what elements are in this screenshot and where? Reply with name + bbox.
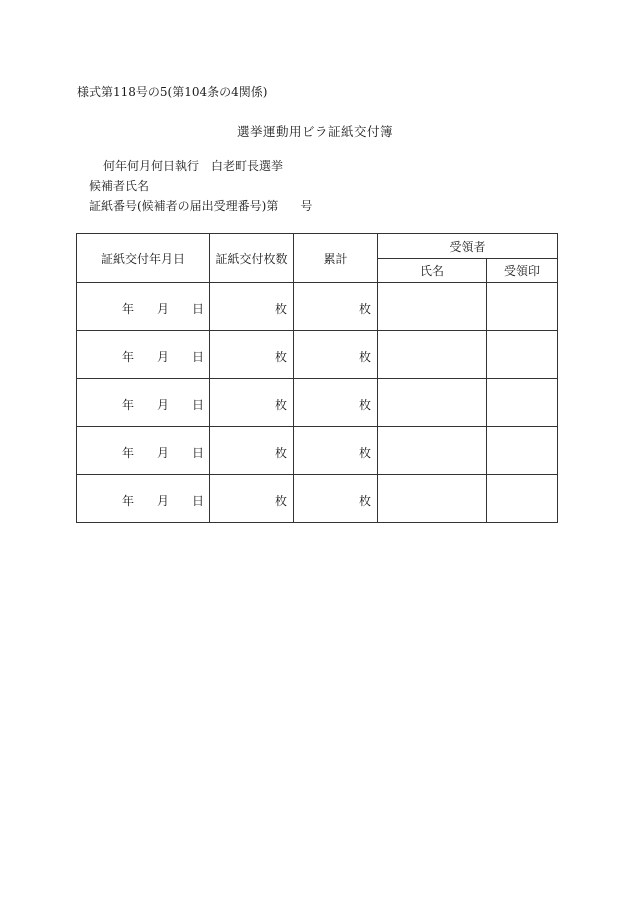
header-cumulative-total: 累計 xyxy=(294,234,378,283)
sheet-unit: 枚 xyxy=(274,350,287,364)
cumulative-total-cell[interactable] xyxy=(294,283,378,331)
issue-count-cell[interactable] xyxy=(210,379,294,427)
header-recipient-name: 氏名 xyxy=(378,259,487,283)
election-date-text: 何年何月何日執行 xyxy=(103,159,200,173)
month-unit: 月 xyxy=(157,350,170,364)
day-unit: 日 xyxy=(192,350,205,364)
sheet-unit: 枚 xyxy=(274,494,287,508)
issue-date-cell[interactable] xyxy=(77,331,210,379)
election-line xyxy=(103,159,283,173)
sheet-unit: 枚 xyxy=(358,446,371,460)
issue-count-cell[interactable] xyxy=(210,427,294,475)
table-row xyxy=(77,331,558,379)
cumulative-total-cell[interactable] xyxy=(294,427,378,475)
year-unit: 年 xyxy=(122,398,135,412)
sheet-unit: 枚 xyxy=(358,494,371,508)
header-recipient-seal: 受領印 xyxy=(487,259,558,283)
issue-count-cell[interactable] xyxy=(210,475,294,523)
table-row xyxy=(77,475,558,523)
issue-date-cell[interactable] xyxy=(77,475,210,523)
recipient-name-cell[interactable] xyxy=(378,331,487,379)
cumulative-total-cell[interactable] xyxy=(294,331,378,379)
recipient-name-cell[interactable] xyxy=(378,427,487,475)
year-unit: 年 xyxy=(122,350,135,364)
issue-count-cell[interactable] xyxy=(210,283,294,331)
stamp-number-line xyxy=(89,199,312,213)
day-unit: 日 xyxy=(192,302,205,316)
ledger-body xyxy=(77,283,558,523)
cumulative-total-cell[interactable] xyxy=(294,475,378,523)
sheet-unit: 枚 xyxy=(358,350,371,364)
recipient-seal-cell[interactable] xyxy=(487,427,558,475)
recipient-name-cell[interactable] xyxy=(378,283,487,331)
issue-count-cell[interactable] xyxy=(210,331,294,379)
stamp-number-label: 証紙番号(候補者の届出受理番号)第 xyxy=(89,199,279,213)
sheet-unit: 枚 xyxy=(274,302,287,316)
stamp-number-suffix: 号 xyxy=(300,199,313,213)
cumulative-total-cell[interactable] xyxy=(294,379,378,427)
form-number-label: 様式第118号の5(第104条の4関係) xyxy=(77,85,268,99)
issue-date-cell[interactable] xyxy=(77,283,210,331)
table-row xyxy=(77,427,558,475)
day-unit: 日 xyxy=(192,494,205,508)
sheet-unit: 枚 xyxy=(274,398,287,412)
document-title: 選挙運動用ビラ証紙交付簿 xyxy=(236,124,393,139)
sheet-unit: 枚 xyxy=(358,302,371,316)
election-name: 白老町長選挙 xyxy=(211,159,284,173)
header-issue-count: 証紙交付枚数 xyxy=(210,234,294,283)
month-unit: 月 xyxy=(157,398,170,412)
year-unit: 年 xyxy=(122,494,135,508)
sheet-unit: 枚 xyxy=(274,446,287,460)
year-unit: 年 xyxy=(122,302,135,316)
recipient-seal-cell[interactable] xyxy=(487,331,558,379)
recipient-name-cell[interactable] xyxy=(378,475,487,523)
month-unit: 月 xyxy=(157,494,170,508)
recipient-seal-cell[interactable] xyxy=(487,475,558,523)
table-row xyxy=(77,379,558,427)
header-recipient: 受領者 xyxy=(378,234,558,259)
recipient-seal-cell[interactable] xyxy=(487,379,558,427)
sheet-unit: 枚 xyxy=(358,398,371,412)
month-unit: 月 xyxy=(157,446,170,460)
year-unit: 年 xyxy=(122,446,135,460)
table-row xyxy=(77,283,558,331)
issue-date-cell[interactable] xyxy=(77,427,210,475)
month-unit: 月 xyxy=(157,302,170,316)
day-unit: 日 xyxy=(192,446,205,460)
recipient-seal-cell[interactable] xyxy=(487,283,558,331)
stamp-issuance-ledger-table xyxy=(76,233,558,523)
recipient-name-cell[interactable] xyxy=(378,379,487,427)
header-issue-date: 証紙交付年月日 xyxy=(77,234,210,283)
day-unit: 日 xyxy=(192,398,205,412)
issue-date-cell[interactable] xyxy=(77,379,210,427)
candidate-name-label: 候補者氏名 xyxy=(89,179,150,193)
